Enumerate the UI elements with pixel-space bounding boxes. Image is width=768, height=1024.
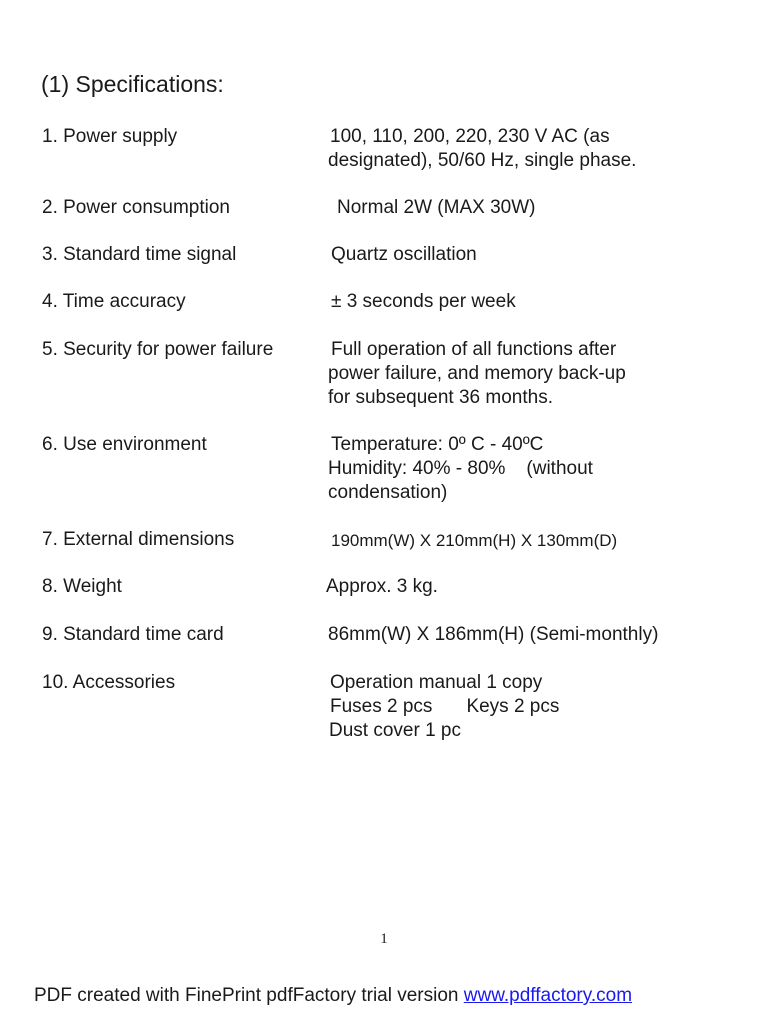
- spec-value-part: Keys 2 pcs: [466, 696, 560, 717]
- spec-value-line: designated), 50/60 Hz, single phase.: [328, 150, 637, 171]
- spec-value-line: condensation): [328, 482, 448, 503]
- spec-value: [331, 290, 516, 314]
- footer-text: PDF created with FinePrint pdfFactory trial version: [34, 985, 459, 1006]
- spec-value-part: Fuses 2 pcs: [330, 696, 433, 717]
- spec-value: [337, 196, 535, 220]
- spec-value-line: Dust cover 1 pc: [329, 720, 461, 741]
- spec-value-line: Quartz oscillation: [331, 244, 477, 265]
- spec-value: [331, 529, 617, 553]
- spec-value-line: Operation manual 1 copy: [330, 672, 543, 693]
- spec-value: [330, 671, 559, 743]
- spec-value-line-pair: [328, 457, 593, 481]
- spec-value-line: for subsequent 36 months.: [328, 387, 553, 408]
- spec-label: 9. Standard time card: [42, 624, 224, 645]
- spec-label: 1. Power supply: [42, 126, 178, 147]
- spec-value-line: Approx. 3 kg.: [326, 576, 438, 597]
- spec-value: [330, 125, 636, 173]
- spec-label: 3. Standard time signal: [42, 244, 237, 265]
- spec-value-line: 86mm(W) X 186mm(H) (Semi-monthly): [328, 624, 659, 645]
- spec-label: 7. External dimensions: [42, 529, 235, 550]
- spec-value-line: Full operation of all functions after: [331, 339, 617, 360]
- spec-label: 6. Use environment: [42, 434, 207, 455]
- pdf-footer: [34, 984, 632, 1008]
- spec-value-part: Humidity: 40% - 80%: [328, 458, 506, 479]
- spec-value-line: ± 3 seconds per week: [331, 291, 516, 312]
- spec-value: [328, 623, 658, 647]
- spec-value: [328, 338, 626, 410]
- spec-value-line-pair: [330, 695, 559, 719]
- section-heading: (1) Specifications:: [41, 71, 224, 97]
- spec-value: [326, 575, 438, 599]
- spec-label: 8. Weight: [42, 576, 122, 597]
- spec-value: [331, 243, 477, 267]
- spec-value-line: power failure, and memory back-up: [328, 363, 626, 384]
- spec-value-part: (without: [526, 458, 593, 479]
- spec-value-line: 190mm(W) X 210mm(H) X 130mm(D): [331, 531, 618, 550]
- footer-link[interactable]: www.pdffactory.com: [463, 985, 633, 1006]
- spec-label: 10. Accessories: [42, 672, 176, 693]
- spec-label: 4. Time accuracy: [42, 291, 186, 312]
- spec-value: [328, 433, 593, 505]
- spec-value-line: 100, 110, 200, 220, 230 V AC (as: [330, 126, 610, 147]
- spec-value-line: Temperature: 0º C - 40ºC: [331, 434, 544, 455]
- page-number: 1: [380, 931, 388, 947]
- spec-label: 2. Power consumption: [42, 197, 230, 218]
- spec-value-line: Normal 2W (MAX 30W): [337, 197, 536, 218]
- spec-label: 5. Security for power failure: [42, 339, 274, 360]
